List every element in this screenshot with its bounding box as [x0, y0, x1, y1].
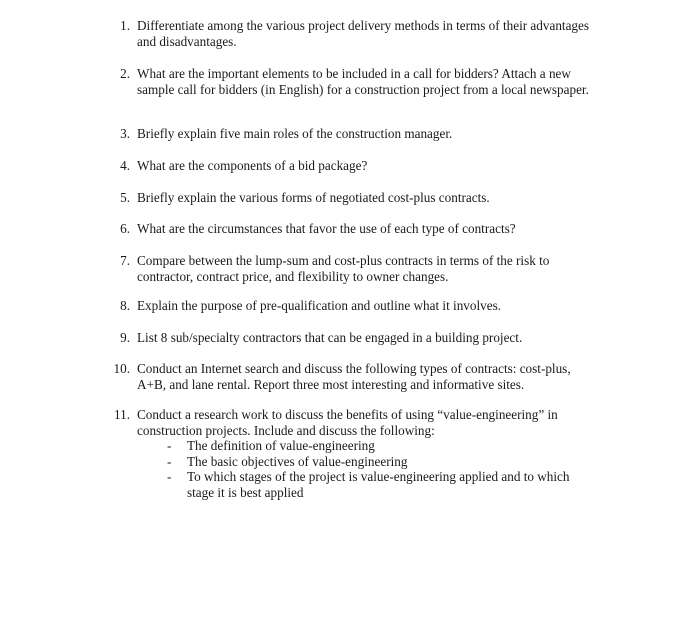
- question-text: Conduct a research work to discuss the benefits of using “value-engineering” in construction projects. Include and discuss the following:: [137, 407, 558, 438]
- sub-item: [137, 469, 597, 500]
- question-text: Briefly explain the various forms of negotiated cost-plus contracts.: [137, 190, 490, 205]
- question-text: List 8 sub/specialty contractors that can be engaged in a building project.: [137, 330, 523, 345]
- question-text: What are the circumstances that favor the use of each type of contracts?: [137, 221, 516, 236]
- question-number: 11.: [114, 407, 130, 422]
- question-number: 2.: [120, 66, 130, 81]
- question-text: Conduct an Internet search and discuss the following types of contracts: cost-plus, A+B, and lane rental. Report three most interesting and informative sites.: [137, 361, 571, 392]
- question-text: Differentiate among the various project delivery methods in terms of their advantages and disadvantages.: [137, 18, 590, 49]
- question-number: 9.: [120, 330, 130, 345]
- question-text: Briefly explain five main roles of the construction manager.: [137, 126, 453, 141]
- sub-item-text: The definition of value-engineering: [187, 438, 375, 454]
- question-number: 10.: [113, 361, 130, 376]
- question-text: Explain the purpose of pre-qualification and outline what it involves.: [137, 298, 502, 313]
- bullet-dash: -: [167, 469, 172, 485]
- question-text: Compare between the lump-sum and cost-plus contracts in terms of the risk to contractor, contract price, and flexibility to owner changes.: [137, 253, 550, 284]
- sub-item-list: [137, 438, 597, 500]
- question-number: 6.: [120, 221, 130, 236]
- question-text: What are the important elements to be included in a call for bidders? Attach a new sample call for bidders (in English) for a construction project from a local newspaper.: [137, 66, 589, 97]
- question-number: 4.: [120, 158, 130, 173]
- question-number: 7.: [120, 253, 130, 268]
- question-number: 3.: [120, 126, 130, 141]
- sub-item-text: The basic objectives of value-engineering: [187, 453, 408, 469]
- question-number: 1.: [120, 18, 130, 33]
- question-number: 5.: [120, 190, 130, 205]
- sub-item: [137, 454, 597, 470]
- question-text: What are the components of a bid package?: [137, 158, 368, 173]
- question-text-block: [137, 407, 597, 501]
- question-number: 8.: [120, 298, 130, 313]
- bullet-dash: -: [167, 453, 172, 469]
- bullet-dash: -: [167, 438, 172, 454]
- sub-item-text: To which stages of the project is value-engineering applied and to which stage it is best applied: [187, 469, 570, 500]
- sub-item: [137, 438, 597, 454]
